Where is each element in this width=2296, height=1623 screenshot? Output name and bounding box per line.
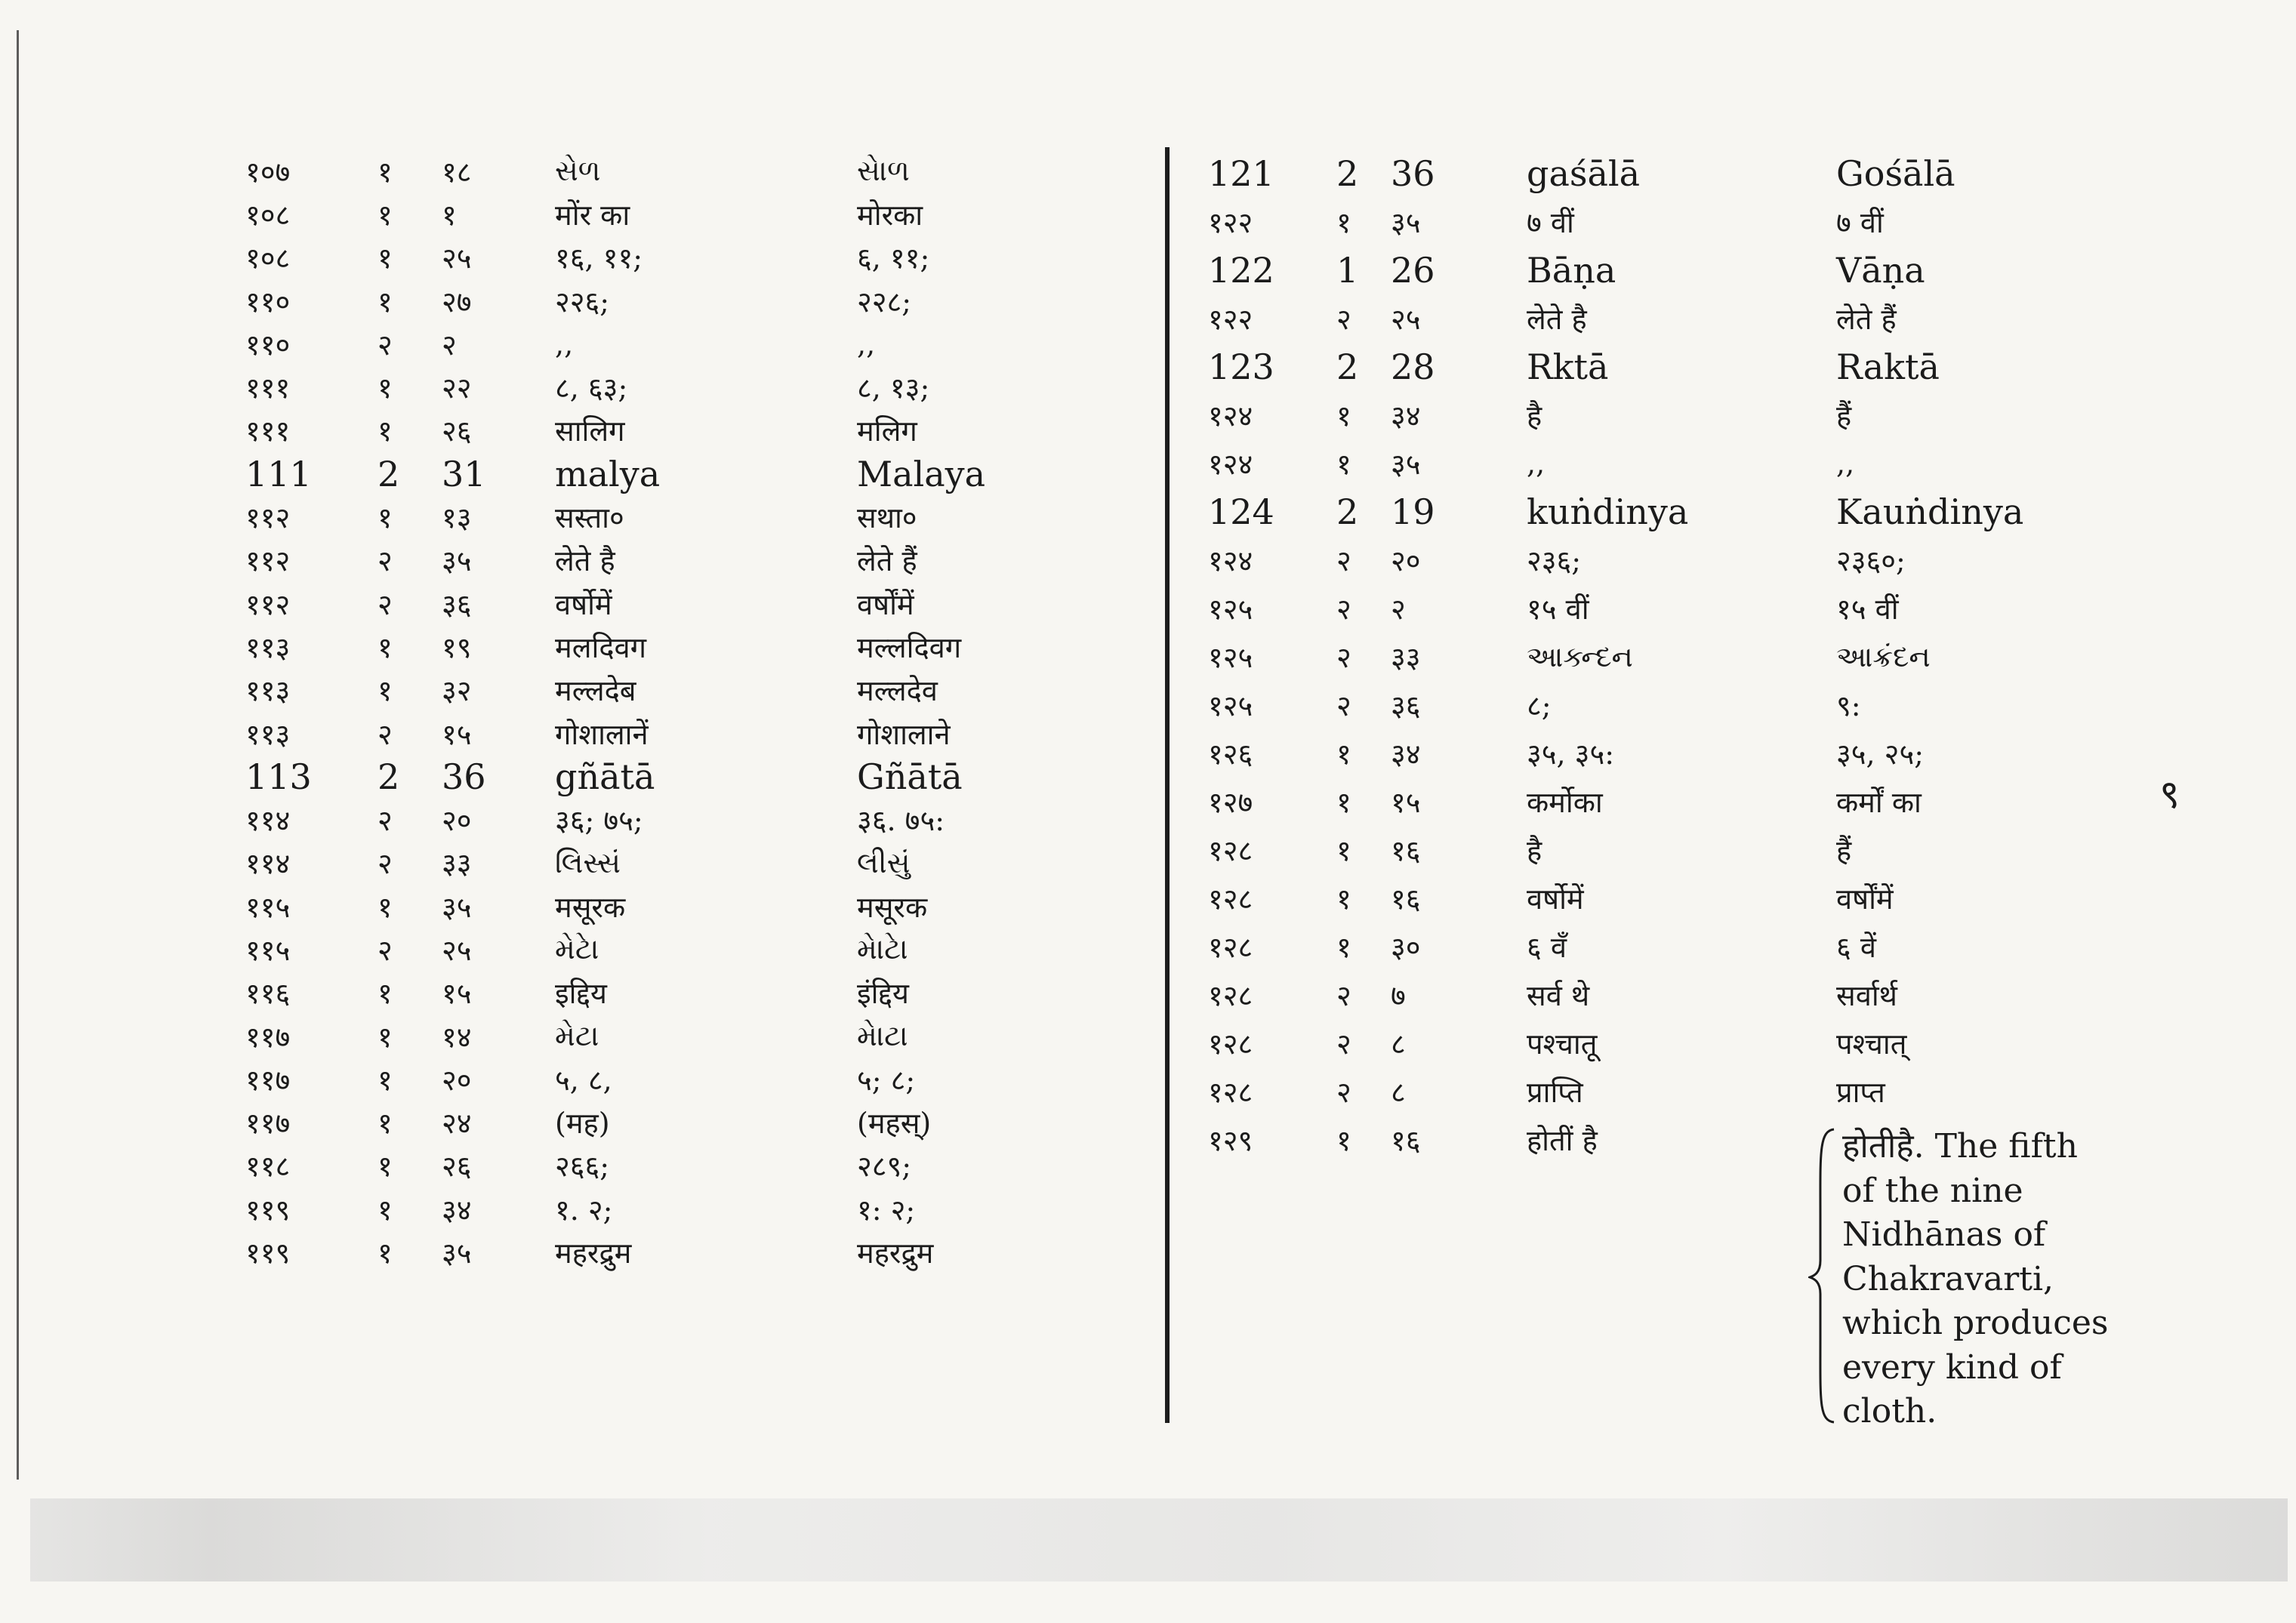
errata-line-cell: १५ — [1391, 786, 1421, 819]
errata-right-cell: हैं — [1836, 834, 1852, 867]
errata-page-cell: ११७ — [245, 1107, 291, 1141]
errata-wrong-cell: पश्चातू — [1527, 1027, 1598, 1061]
errata-col-cell: 1 — [1336, 250, 1359, 291]
errata-wrong-cell: Rktā — [1527, 346, 1609, 387]
errata-right-cell: ६ वें — [1836, 931, 1876, 964]
errata-right-cell: कर्मों का — [1836, 786, 1922, 819]
errata-col-cell: १ — [1336, 206, 1351, 239]
errata-col-cell: १ — [378, 1193, 393, 1227]
errata-col-cell: १ — [1336, 1124, 1351, 1157]
errata-page-cell: १०७ — [245, 155, 291, 189]
errata-line-cell: १६ — [1391, 882, 1421, 916]
errata-row — [1208, 294, 2153, 343]
errata-row — [1208, 149, 2153, 198]
errata-wrong-cell: वर्षोमें — [555, 587, 612, 621]
errata-col-cell: १ — [378, 1063, 393, 1097]
errata-page-cell: ११२ — [245, 587, 291, 621]
errata-page-cell: ११४ — [245, 804, 291, 838]
errata-wrong-cell: મેટેા — [555, 932, 599, 966]
errata-line-cell: ३५ — [1391, 206, 1421, 239]
errata-row — [245, 712, 1159, 755]
errata-page-cell: ११३ — [245, 630, 291, 664]
errata-page-cell: ११४ — [245, 847, 291, 881]
errata-wrong-cell: ,, — [1527, 447, 1546, 480]
errata-line-cell: ३६ — [442, 587, 472, 621]
errata-col-cell: 2 — [1336, 491, 1359, 532]
errata-wrong-cell: ६ वँ — [1527, 931, 1567, 964]
errata-row — [245, 842, 1159, 885]
errata-right-cell: इंद्दिय — [857, 977, 909, 1011]
errata-line-cell: २० — [1391, 544, 1421, 577]
errata-right-cell: २८९; — [857, 1150, 912, 1184]
errata-page-cell: १११ — [245, 371, 291, 405]
errata-page-cell: १२४ — [1208, 399, 1253, 433]
errata-page-cell: ११७ — [245, 1063, 291, 1097]
errata-line-cell: १५ — [442, 717, 472, 751]
errata-col-cell: २ — [1336, 1076, 1351, 1109]
errata-row — [245, 495, 1159, 538]
errata-page-cell: ११३ — [245, 717, 291, 751]
errata-col-cell: १ — [378, 1020, 393, 1054]
errata-wrong-cell: प्राप्ति — [1527, 1076, 1583, 1109]
errata-row — [1208, 584, 2153, 633]
errata-right-cell: ८, १३; — [857, 371, 930, 405]
errata-line-cell: ३० — [1391, 931, 1421, 964]
errata-row — [1208, 198, 2153, 246]
errata-wrong-cell: कर्मोका — [1527, 786, 1603, 819]
errata-row — [245, 1058, 1159, 1101]
errata-right-cell: २३६०; — [1836, 544, 1906, 577]
errata-page-cell: १२८ — [1208, 1027, 1253, 1061]
errata-page-cell: 124 — [1208, 491, 1274, 532]
errata-col-cell: १ — [378, 285, 393, 319]
errata-row — [245, 452, 1159, 495]
errata-line-cell: १८ — [442, 155, 472, 189]
errata-wrong-cell: २६६; — [555, 1150, 610, 1184]
errata-wrong-cell: ३५, ३५: — [1527, 738, 1615, 771]
errata-row — [1208, 1019, 2153, 1067]
errata-wrong-cell: १. २; — [555, 1193, 613, 1227]
errata-col-cell: १ — [378, 198, 393, 232]
errata-left-body — [245, 149, 1159, 1274]
errata-right-cell: लेते हैं — [857, 544, 917, 578]
errata-page-cell: ११९ — [245, 1236, 291, 1270]
errata-page-cell: 123 — [1208, 346, 1274, 387]
errata-line-cell: २४ — [442, 1107, 472, 1141]
errata-row — [245, 885, 1159, 928]
errata-page-cell: ११७ — [245, 1020, 291, 1054]
errata-col-cell: १ — [378, 1236, 393, 1270]
note-line: होतीहै. The fifth — [1842, 1127, 2078, 1166]
errata-page-cell: १२५ — [1208, 593, 1253, 626]
errata-line-cell: ३४ — [442, 1193, 472, 1227]
note-line: Chakravarti, — [1842, 1259, 2054, 1298]
errata-right-cell: लेते हैं — [1836, 303, 1897, 336]
errata-page-cell: १२८ — [1208, 931, 1253, 964]
errata-line-cell: ३५ — [442, 890, 472, 924]
errata-page-cell: 113 — [245, 756, 312, 797]
errata-line-cell: ३५ — [1391, 448, 1421, 481]
errata-page-cell: ११० — [245, 285, 291, 319]
errata-right-body — [1208, 149, 2153, 1164]
errata-wrong-cell: है — [1527, 834, 1542, 867]
errata-wrong-cell: લિસ્સં — [555, 845, 621, 879]
errata-col-cell: २ — [1336, 303, 1351, 336]
errata-wrong-cell: मोंर का — [555, 198, 630, 232]
errata-right-cell: (महस्) — [857, 1107, 932, 1141]
errata-right-cell: सथा० — [857, 501, 917, 535]
errata-wrong-cell: सर्व थे — [1527, 979, 1590, 1012]
errata-col-cell: १ — [1336, 738, 1351, 771]
errata-row — [245, 539, 1159, 582]
page-edge-line — [17, 30, 19, 1480]
scan-shadow — [30, 1498, 2288, 1581]
errata-wrong-cell: २३६; — [1527, 544, 1582, 577]
errata-right-cell: Gośālā — [1836, 153, 1955, 194]
errata-page-cell: १२६ — [1208, 738, 1253, 771]
note-line: every kind of — [1842, 1347, 2062, 1387]
errata-wrong-cell: १६, ११; — [555, 242, 643, 276]
errata-line-cell: 36 — [442, 756, 486, 797]
errata-wrong-cell: ,, — [555, 327, 574, 361]
errata-page-cell: १२८ — [1208, 979, 1253, 1012]
errata-col-cell: १ — [378, 630, 393, 664]
errata-page-cell: ११२ — [245, 501, 291, 535]
errata-wrong-cell: सस्ता० — [555, 501, 624, 535]
errata-page-cell: १२५ — [1208, 641, 1253, 674]
errata-row — [245, 582, 1159, 625]
errata-wrong-cell: સેળ — [555, 154, 601, 188]
errata-row — [1208, 874, 2153, 922]
errata-row — [1208, 729, 2153, 778]
errata-col-cell: १ — [1336, 786, 1351, 819]
errata-wrong-cell: सालिग — [555, 414, 625, 448]
errata-row — [245, 798, 1159, 841]
errata-row — [245, 279, 1159, 322]
errata-right-cell: મેાટા — [857, 1019, 908, 1053]
errata-table-left — [245, 149, 1159, 1274]
errata-col-cell: २ — [1336, 979, 1351, 1012]
errata-line-cell: २७ — [442, 285, 472, 319]
errata-col-cell: २ — [1336, 689, 1351, 722]
errata-row — [1208, 778, 2153, 826]
errata-wrong-cell: लेते है — [1527, 303, 1587, 336]
errata-line-cell: १५ — [442, 977, 472, 1011]
errata-page-cell: १२५ — [1208, 689, 1253, 722]
errata-row — [1208, 343, 2153, 391]
errata-page-cell: ११५ — [245, 933, 291, 967]
note-line: of the nine — [1842, 1171, 2023, 1210]
errata-wrong-cell: ७ वीं — [1527, 206, 1574, 239]
errata-right-cell: ९: — [1836, 689, 1861, 722]
errata-page-cell: 122 — [1208, 250, 1274, 291]
errata-line-cell: ८ — [1391, 1027, 1406, 1061]
errata-right-cell: २२८; — [857, 285, 912, 319]
errata-col-cell: २ — [378, 717, 393, 751]
errata-line-cell: २ — [1391, 593, 1406, 626]
errata-wrong-cell: malya — [555, 453, 661, 494]
errata-row — [1208, 391, 2153, 439]
errata-right-cell: Raktā — [1836, 346, 1940, 387]
errata-page-cell: १२७ — [1208, 786, 1253, 819]
errata-row — [245, 972, 1159, 1015]
errata-line-cell: ३४ — [1391, 399, 1421, 433]
errata-wrong-cell: ८; — [1527, 689, 1552, 722]
errata-row — [1208, 681, 2153, 729]
errata-col-cell: १ — [378, 1107, 393, 1141]
errata-line-cell: २५ — [442, 242, 472, 276]
errata-right-cell: ३५, २५; — [1836, 738, 1925, 771]
errata-col-cell: 2 — [1336, 153, 1359, 194]
errata-right-cell: मसूरक — [857, 890, 928, 924]
errata-line-cell: 26 — [1391, 250, 1435, 291]
note-line: cloth. — [1842, 1392, 1937, 1431]
errata-row — [1208, 439, 2153, 488]
errata-col-cell: १ — [378, 155, 393, 189]
errata-line-cell: २५ — [1391, 303, 1421, 336]
errata-right-cell: ,, — [1836, 447, 1855, 480]
errata-page-cell: १२९ — [1208, 1124, 1253, 1157]
errata-row — [1208, 488, 2153, 536]
errata-line-cell: ३६ — [1391, 689, 1421, 722]
errata-row — [1208, 971, 2153, 1019]
errata-line-cell: १६ — [1391, 834, 1421, 867]
errata-line-cell: २५ — [442, 933, 472, 967]
errata-row — [245, 755, 1159, 798]
errata-col-cell: २ — [1336, 641, 1351, 674]
errata-page-cell: ११८ — [245, 1150, 291, 1184]
errata-right-cell: वर्षोंमें — [857, 587, 914, 621]
errata-page-cell: ११० — [245, 328, 291, 362]
errata-col-cell: १ — [1336, 882, 1351, 916]
errata-line-cell: ३५ — [442, 1236, 472, 1270]
errata-line-cell: २० — [442, 1063, 472, 1097]
note-line: Nidhānas of — [1842, 1215, 2046, 1254]
errata-page-cell: 111 — [245, 453, 312, 494]
errata-right-cell: महरद्रुम — [857, 1236, 934, 1270]
errata-line-cell: ७ — [1391, 979, 1406, 1012]
errata-page-cell: ११२ — [245, 544, 291, 578]
errata-right-cell: Malaya — [857, 453, 986, 494]
errata-page-cell: ११९ — [245, 1193, 291, 1227]
errata-page-cell: १०८ — [245, 242, 291, 276]
errata-col-cell: १ — [378, 414, 393, 448]
errata-col-cell: १ — [378, 242, 393, 276]
errata-wrong-cell: १५ वीं — [1527, 593, 1589, 626]
errata-right-cell: Gñātā — [857, 756, 963, 797]
errata-wrong-cell: २२६; — [555, 285, 610, 319]
margin-mark: ९ — [2159, 772, 2180, 818]
errata-wrong-cell: kuṅdinya — [1527, 491, 1689, 532]
errata-page-cell: १२८ — [1208, 834, 1253, 867]
errata-row — [1208, 246, 2153, 294]
errata-right-cell: લીસું — [857, 845, 911, 879]
errata-col-cell: १ — [1336, 399, 1351, 433]
errata-right-cell: सर्वार्थ — [1836, 979, 1897, 1012]
errata-wrong-cell: ८, ६३; — [555, 371, 628, 405]
errata-row — [245, 1230, 1159, 1273]
errata-page-cell: १२२ — [1208, 303, 1253, 336]
errata-wrong-cell: ३६; ७५; — [555, 804, 643, 838]
errata-wrong-cell: મેટા — [555, 1019, 599, 1053]
errata-page-cell: ११५ — [245, 890, 291, 924]
errata-right-cell: प्राप्त — [1836, 1076, 1885, 1109]
errata-col-cell: १ — [378, 501, 393, 535]
errata-col-cell: २ — [378, 544, 393, 578]
errata-col-cell: २ — [1336, 1027, 1351, 1061]
errata-line-cell: ३३ — [1391, 641, 1421, 674]
errata-page-cell: १२४ — [1208, 448, 1253, 481]
footnote-note — [1808, 1125, 2125, 1431]
errata-line-cell: १३ — [442, 501, 472, 535]
errata-line-cell: २२ — [442, 371, 472, 405]
errata-line-cell: १९ — [442, 630, 472, 664]
errata-wrong-cell: होतीं है — [1527, 1124, 1598, 1157]
errata-page-cell: ११३ — [245, 674, 291, 708]
errata-row — [245, 409, 1159, 452]
errata-wrong-cell: gñātā — [555, 756, 655, 797]
errata-right-cell: ,, — [857, 327, 876, 361]
errata-line-cell: १ — [442, 198, 457, 232]
errata-row — [245, 1101, 1159, 1144]
errata-col-cell: २ — [378, 328, 393, 362]
errata-col-cell: १ — [378, 371, 393, 405]
errata-row — [1208, 1067, 2153, 1116]
errata-wrong-cell: ५, ८, — [555, 1063, 612, 1097]
errata-right-cell: Vāṇa — [1836, 250, 1925, 291]
errata-row — [245, 149, 1159, 192]
errata-wrong-cell: मल्लदेब — [555, 674, 636, 708]
errata-col-cell: २ — [1336, 544, 1351, 577]
errata-line-cell: ३३ — [442, 847, 472, 881]
errata-row — [1208, 633, 2153, 681]
errata-col-cell: २ — [378, 804, 393, 838]
errata-wrong-cell: गोशालानें — [555, 717, 649, 751]
errata-right-cell: पश्चात् — [1836, 1027, 1907, 1061]
curly-brace-icon — [1808, 1125, 1838, 1427]
errata-row — [245, 322, 1159, 365]
errata-col-cell: 2 — [1336, 346, 1359, 387]
errata-row — [245, 1187, 1159, 1230]
errata-line-cell: २६ — [442, 1150, 472, 1184]
errata-line-cell: १४ — [442, 1020, 472, 1054]
errata-right-cell: ६, ११; — [857, 242, 930, 276]
errata-right-cell: मलिग — [857, 414, 917, 448]
errata-right-cell: આક્રંદન — [1836, 639, 1931, 673]
errata-row — [245, 1144, 1159, 1187]
errata-line-cell: ३४ — [1391, 738, 1421, 771]
column-divider — [1165, 147, 1170, 1423]
errata-line-cell: ३२ — [442, 674, 472, 708]
errata-row — [1208, 536, 2153, 584]
errata-wrong-cell: है — [1527, 399, 1542, 433]
errata-right-cell: ७ वीं — [1836, 206, 1884, 239]
errata-row — [245, 625, 1159, 668]
errata-line-cell: ८ — [1391, 1076, 1406, 1109]
errata-line-cell: 31 — [442, 453, 486, 494]
errata-right-cell: १: २; — [857, 1193, 916, 1227]
errata-wrong-cell: लेते है — [555, 544, 615, 578]
errata-col-cell: १ — [378, 1150, 393, 1184]
errata-page-cell: १२४ — [1208, 544, 1253, 577]
errata-right-cell: हैं — [1836, 399, 1852, 433]
errata-wrong-cell: આક્ન્દન — [1527, 639, 1633, 673]
errata-page-cell: १२८ — [1208, 882, 1253, 916]
errata-line-cell: १६ — [1391, 1124, 1421, 1157]
errata-right-cell: मोरका — [857, 198, 923, 232]
errata-row — [245, 669, 1159, 712]
errata-right-cell: मल्लदेव — [857, 674, 938, 708]
errata-col-cell: 2 — [378, 453, 400, 494]
errata-line-cell: ३५ — [442, 544, 472, 578]
errata-right-cell: १५ वीं — [1836, 593, 1899, 626]
errata-row — [245, 365, 1159, 408]
errata-col-cell: २ — [378, 933, 393, 967]
errata-row — [1208, 826, 2153, 874]
errata-line-cell: २० — [442, 804, 472, 838]
errata-wrong-cell: मलदिवग — [555, 630, 647, 664]
errata-col-cell: 2 — [378, 756, 400, 797]
errata-right-cell: मल्लदिवग — [857, 630, 962, 664]
errata-line-cell: 19 — [1391, 491, 1435, 532]
errata-table-right — [1208, 149, 2153, 1164]
errata-col-cell: १ — [1336, 448, 1351, 481]
errata-line-cell: 36 — [1391, 153, 1435, 194]
errata-wrong-cell: Bāṇa — [1527, 250, 1616, 291]
errata-col-cell: २ — [1336, 593, 1351, 626]
errata-line-cell: २ — [442, 328, 457, 362]
errata-col-cell: १ — [378, 890, 393, 924]
errata-row — [1208, 922, 2153, 971]
errata-page-cell: ११६ — [245, 977, 291, 1011]
errata-page-cell: १०८ — [245, 198, 291, 232]
errata-right-cell: સેાળ — [857, 154, 910, 188]
errata-col-cell: १ — [378, 674, 393, 708]
errata-col-cell: २ — [378, 587, 393, 621]
errata-page-cell: १२८ — [1208, 1076, 1253, 1109]
errata-row — [245, 236, 1159, 279]
errata-right-cell: Kauṅdinya — [1836, 491, 2024, 532]
errata-line-cell: 28 — [1391, 346, 1435, 387]
errata-row — [245, 192, 1159, 236]
errata-right-cell: ५; ८; — [857, 1063, 916, 1097]
errata-col-cell: १ — [1336, 834, 1351, 867]
errata-row — [245, 1015, 1159, 1058]
errata-wrong-cell: मसूरक — [555, 890, 626, 924]
errata-wrong-cell: महरद्रुम — [555, 1236, 632, 1270]
errata-wrong-cell: gaśālā — [1527, 153, 1641, 194]
errata-page-cell: १२२ — [1208, 206, 1253, 239]
errata-col-cell: २ — [378, 847, 393, 881]
errata-line-cell: २६ — [442, 414, 472, 448]
errata-row — [245, 928, 1159, 971]
note-line: which produces — [1842, 1304, 2109, 1342]
errata-col-cell: १ — [378, 977, 393, 1011]
errata-page-cell: १११ — [245, 414, 291, 448]
errata-wrong-cell: वर्षोमें — [1527, 882, 1584, 916]
errata-right-cell: મેાટેા — [857, 932, 908, 966]
errata-wrong-cell: (मह) — [555, 1107, 610, 1141]
errata-right-cell: वर्षोंमें — [1836, 882, 1894, 916]
errata-col-cell: १ — [1336, 931, 1351, 964]
errata-page-cell: 121 — [1208, 153, 1274, 194]
errata-wrong-cell: इद्दिय — [555, 977, 607, 1011]
errata-right-cell: ३६. ७५: — [857, 804, 945, 838]
note-text — [1842, 1125, 2129, 1434]
errata-right-cell: गोशालाने — [857, 717, 951, 751]
